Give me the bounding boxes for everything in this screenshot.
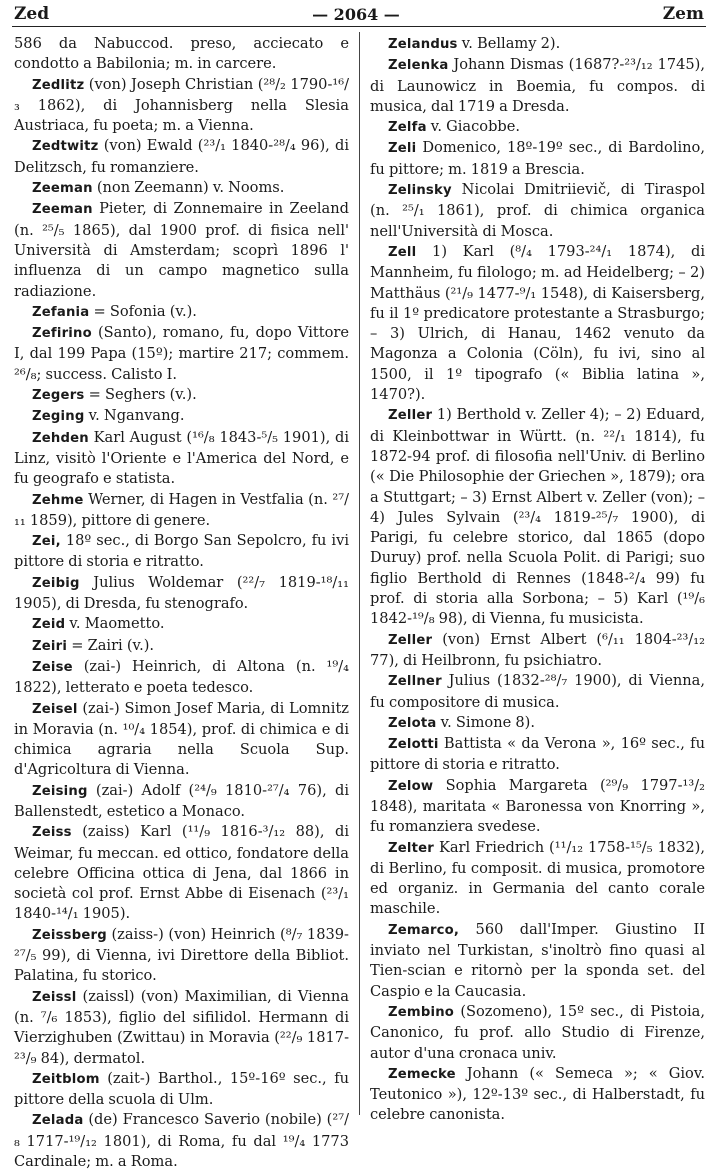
entry-headword: Zeising xyxy=(32,783,88,799)
entry-text: Karl August (¹⁶/₈ 1843-⁵/₅ 1901), di Linz, visitò l'Oriente e l'America del Nord, e fu geografo e statista. xyxy=(14,428,349,488)
entry-headword: Zeli xyxy=(388,141,417,157)
dictionary-entry xyxy=(370,1064,705,1126)
dictionary-entry xyxy=(370,838,705,920)
entry-headword: Zehme xyxy=(32,492,84,508)
entry-headword: Zelow xyxy=(388,778,434,794)
entry-headword: Zelfa xyxy=(388,120,427,136)
entry-headword: Zeller xyxy=(388,632,433,648)
entry-headword: Zelandus xyxy=(388,37,458,52)
entry-text: v. Giacobbe. xyxy=(426,118,521,136)
dictionary-entry xyxy=(370,1002,705,1064)
dictionary-entry xyxy=(370,671,705,713)
header-left-guideword: Zed xyxy=(14,4,50,24)
dictionary-entry xyxy=(370,34,705,55)
entry-text: Sophia Margareta (²⁹/₉ 1797-¹³/₂ 1848), maritata « Baronessa von Knorring », fu romanziera svedese. xyxy=(370,776,705,836)
entry-text: (von) Joseph Christian (²⁸/₂ 1790-¹⁶/₃ 1862), di Johannisberg nella Slesia Austriaca, fu poeta; m. a Vienna. xyxy=(14,75,349,135)
entry-text: Julius (1832-²⁸/₇ 1900), di Vienna, fu compositore di musica. xyxy=(370,672,705,711)
entry-headword: Zedtwitz xyxy=(32,139,99,155)
entry-headword: Zemarco, xyxy=(388,922,460,938)
page-header xyxy=(14,2,704,26)
entry-headword: Zeitblom xyxy=(32,1071,100,1087)
dictionary-entry xyxy=(14,1069,349,1111)
entry-text: v. Maometto. xyxy=(65,615,165,633)
dictionary-entry xyxy=(370,117,705,138)
dictionary-entry xyxy=(14,490,349,532)
entry-text: (non Zeemann) v. Nooms. xyxy=(92,179,285,197)
entry-text: 1) Berthold v. Zeller 4); – 2) Eduard, di Kleinbottwar in Württ. (n. ²²/₁ 1814), fu 1872-94 prof. di filosofia nell'Univ. di Berlino (« Die Philosophie der Griechen », 1879); ora a Stuttgart; – 3) Ernst Albert v. Zeller (von); – 4) Jules Sylvain (²³/₄ 1819-²⁵/₇ 1900), di Parigi, fu celebre storico, dal 1865 (dopo Duruy) prof. nella Scuola Polit. di Parigi; suo figlio Berthold di Rennes (1848-²/₄ 99) fu prof. di storia alla Sorbona; – 5) Karl (¹⁹/₆ 1842-¹⁹/₈ 98), di Vienna, fu musicista. xyxy=(370,406,705,628)
entry-headword: Zeissberg xyxy=(32,927,107,943)
entry-text: v. Nganvang. xyxy=(84,407,185,425)
entry-headword: Zeissl xyxy=(32,989,77,1005)
dictionary-entry xyxy=(14,699,349,781)
entry-headword: Zeeman xyxy=(32,181,93,197)
entry-headword: Zeiri xyxy=(32,638,68,654)
entry-text: = Seghers (v.). xyxy=(84,386,197,404)
entry-headword: Zelter xyxy=(388,840,434,856)
entry-headword: Zelotti xyxy=(388,737,439,753)
right-column xyxy=(370,34,705,1126)
entry-headword: Zeid xyxy=(32,617,66,633)
dictionary-entry xyxy=(14,614,349,635)
entry-text: Battista « da Verona », 16º sec., fu pittore di storia e ritratto. xyxy=(370,735,705,774)
entry-headword: Zefania xyxy=(32,304,90,320)
dictionary-entry xyxy=(14,987,349,1069)
entry-headword: Zembino xyxy=(388,1004,455,1020)
entry-headword: Zeeman xyxy=(32,202,93,218)
entry-headword: Zellner xyxy=(388,674,442,690)
dictionary-entry xyxy=(14,178,349,199)
entry-text: (zaiss) Karl (¹¹/₉ 1816-³/₁₂ 88), di Weimar, fu meccan. ed ottico, fondatore della celebre Officina ottica di Jena, dal 1866 in società col prof. Ernst Abbe di Eisenach (²³/₁ 1840-¹⁴/₁ 1905). xyxy=(14,823,349,923)
entry-text: = Sofonia (v.). xyxy=(89,302,197,320)
entry-headword: Zehden xyxy=(32,430,89,446)
entry-text: v. Simone 8). xyxy=(436,713,536,731)
entry-text: (zai-) Adolf (²⁴/₉ 1810-²⁷/₄ 76), di Ballenstedt, estetico a Monaco. xyxy=(14,781,349,820)
entry-text: (zai-) Simon Josef Maria, di Lomnitz in Moravia (n. ¹⁰/₄ 1854), prof. di chimica e di chimica agraria nella Scuola Sup. d'Agricoltura di Vienna. xyxy=(14,699,349,779)
entry-headword: Zeise xyxy=(32,659,73,675)
entry-headword: Zeging xyxy=(32,409,85,425)
left-column xyxy=(14,34,349,1172)
dictionary-entry xyxy=(14,136,349,178)
dictionary-entry xyxy=(14,781,349,823)
entry-headword: Zelenka xyxy=(388,58,449,74)
entry-text: 18º sec., di Borgo San Sepolcro, fu ivi pittore di storia e ritratto. xyxy=(14,532,349,571)
dictionary-entry xyxy=(370,920,705,1002)
entry-text: Johann Dismas (1687?-²³/₁₂ 1745), di Launowicz in Boemia, fu compos. di musica, dal 1719 a Dresda. xyxy=(370,56,705,115)
entry-headword: Zelota xyxy=(388,715,437,731)
dictionary-entry xyxy=(370,630,705,672)
entry-headword: Zelada xyxy=(32,1113,84,1129)
dictionary-entry xyxy=(370,776,705,838)
entry-text: Werner, di Hagen in Vestfalia (n. ²⁷/₁₁ 1859), pittore di genere. xyxy=(14,490,349,529)
dictionary-entry xyxy=(14,573,349,615)
entry-headword: Zegers xyxy=(32,388,85,404)
entry-text: 560 dall'Imper. Giustino II inviato nel Turkistan, s'inoltrò fino quasi al Tien-scian e ritornò per la sponda set. del Caspio e la Caucasia. xyxy=(370,920,705,1000)
entry-text: v. Bellamy 2). xyxy=(457,35,561,52)
dictionary-entry xyxy=(14,385,349,406)
dictionary-entry xyxy=(14,323,349,385)
entry-text: Julius Woldemar (²²/₇ 1819-¹⁸/₁₁ 1905), di Dresda, fu stenografo. xyxy=(14,573,349,613)
entry-text: (zaissl) (von) Maximilian, di Vienna (n. ⁷/₆ 1853), figlio del sifilidol. Hermann di Vierzighuben (Zwittau) in Moravia (²²/₉ 1817-²³/₉ 84), dermatol. xyxy=(14,987,349,1067)
entry-text: (zaiss-) (von) Heinrich (⁸/₇ 1839-²⁷/₅ 99), di Vienna, ivi Direttore della Bibliot. Palatina, fu storico. xyxy=(14,925,349,985)
entry-text: Karl Friedrich (¹¹/₁₂ 1758-¹⁵/₅ 1832), di Berlino, fu composit. di musica, promotore ed organiz. in Germania del canto corale maschile. xyxy=(370,838,705,918)
header-rule xyxy=(12,26,706,27)
dictionary-entry xyxy=(370,180,705,242)
dictionary-entry xyxy=(14,75,349,137)
entry-text: (de) Francesco Saverio (nobile) (²⁷/₈ 1717-¹⁹/₁₂ 1801), di Roma, fu dal ¹⁹/₄ 1773 Cardinale; m. a Roma. xyxy=(14,1111,349,1171)
entry-text: 586 da Nabuccod. preso, acciecato e condotto a Babilonia; m. in carcere. xyxy=(14,35,349,73)
entry-text: (von) Ewald (²³/₁ 1840-²⁸/₄ 96), di Delitzsch, fu romanziere. xyxy=(14,137,349,176)
dictionary-entry xyxy=(370,734,705,776)
entry-headword: Zeller xyxy=(388,408,433,424)
dictionary-entry xyxy=(14,428,349,490)
dictionary-entry xyxy=(370,55,705,117)
entry-text: (Santo), romano, fu, dopo Vittore I, dal 199 Papa (15º); martire 217; commem. ²⁶/₈; success. Calisto I. xyxy=(14,324,349,383)
dictionary-entry xyxy=(370,405,705,629)
dictionary-entry xyxy=(14,925,349,987)
page-number: — 2064 — xyxy=(312,4,400,24)
entry-headword: Zeisel xyxy=(32,701,78,717)
entry-text: = Zairi (v.). xyxy=(67,636,155,654)
entry-headword: Zelinsky xyxy=(388,183,452,199)
dictionary-entry xyxy=(14,1110,349,1172)
dictionary-entry xyxy=(14,636,349,657)
entry-text: Domenico, 18º-19º sec., di Bardolino, fu pittore; m. 1819 a Brescia. xyxy=(370,139,705,178)
dictionary-entry xyxy=(14,302,349,323)
dictionary-entry xyxy=(370,242,705,405)
header-right-guideword: Zem xyxy=(662,4,704,24)
dictionary-entry xyxy=(370,713,705,734)
entry-text: Johann (« Semeca »; « Giov. Teutonico »), 12º-13º sec., di Halberstadt, fu celebre canonista. xyxy=(370,1064,705,1124)
entry-text: (zai-) Heinrich, di Altona (n. ¹⁹/₄ 1822), letterato e poeta tedesco. xyxy=(14,657,349,697)
entry-headword: Zell xyxy=(388,244,417,260)
entry-headword: Zefirino xyxy=(32,326,92,342)
dictionary-entry xyxy=(370,138,705,180)
column-divider xyxy=(359,32,360,1115)
dictionary-entry xyxy=(14,406,349,427)
dictionary-entry xyxy=(14,34,349,75)
entry-headword: Zeibig xyxy=(32,575,80,591)
entry-text: (zait-) Barthol., 15º-16º sec., fu pittore della scuola di Ulm. xyxy=(14,1069,349,1109)
entry-text: (Sozomeno), 15º sec., di Pistoia, Canonico, fu prof. allo Studio di Firenze, autor d'una cronaca univ. xyxy=(370,1002,705,1062)
dictionary-entry xyxy=(14,531,349,573)
dictionary-entry xyxy=(14,657,349,699)
entry-text: (von) Ernst Albert (⁶/₁₁ 1804-²³/₁₂ 77), di Heilbronn, fu psichiatro. xyxy=(370,630,705,669)
dictionary-entry xyxy=(14,822,349,924)
entry-headword: Zeiss xyxy=(32,825,72,841)
entry-text: Nicolai Dmitriievič, di Tiraspol (n. ²⁵/₁ 1861), prof. di chimica organica nell'Università di Mosca. xyxy=(370,181,705,240)
dictionary-entry xyxy=(14,199,349,301)
entry-headword: Zedlitz xyxy=(32,77,85,93)
entry-headword: Zei, xyxy=(32,534,61,550)
entry-text: 1) Karl (⁸/₄ 1793-²⁴/₁ 1874), di Mannheim, fu filologo; m. ad Heidelberg; – 2) Matthäus (²¹/₉ 1477-⁹/₁ 1548), di Kaisersberg, fu il 1º predicatore protestante a Strasburgo; – 3) Ulrich, di Hanau, 1462 venuto da Magonza a Colonia (Cöln), fu ivi, sino al 1500, il 1º tipografo (« Biblia latina », 1470?). xyxy=(370,242,705,404)
entry-text: Pieter, di Zonnemaire in Zeeland (n. ²⁵/₅ 1865), dal 1900 prof. di fisica nell' Università di Amsterdam; scoprì 1896 l' influenza di un campo magnetico sulla radiazione. xyxy=(14,200,349,300)
entry-headword: Zemecke xyxy=(388,1066,456,1082)
